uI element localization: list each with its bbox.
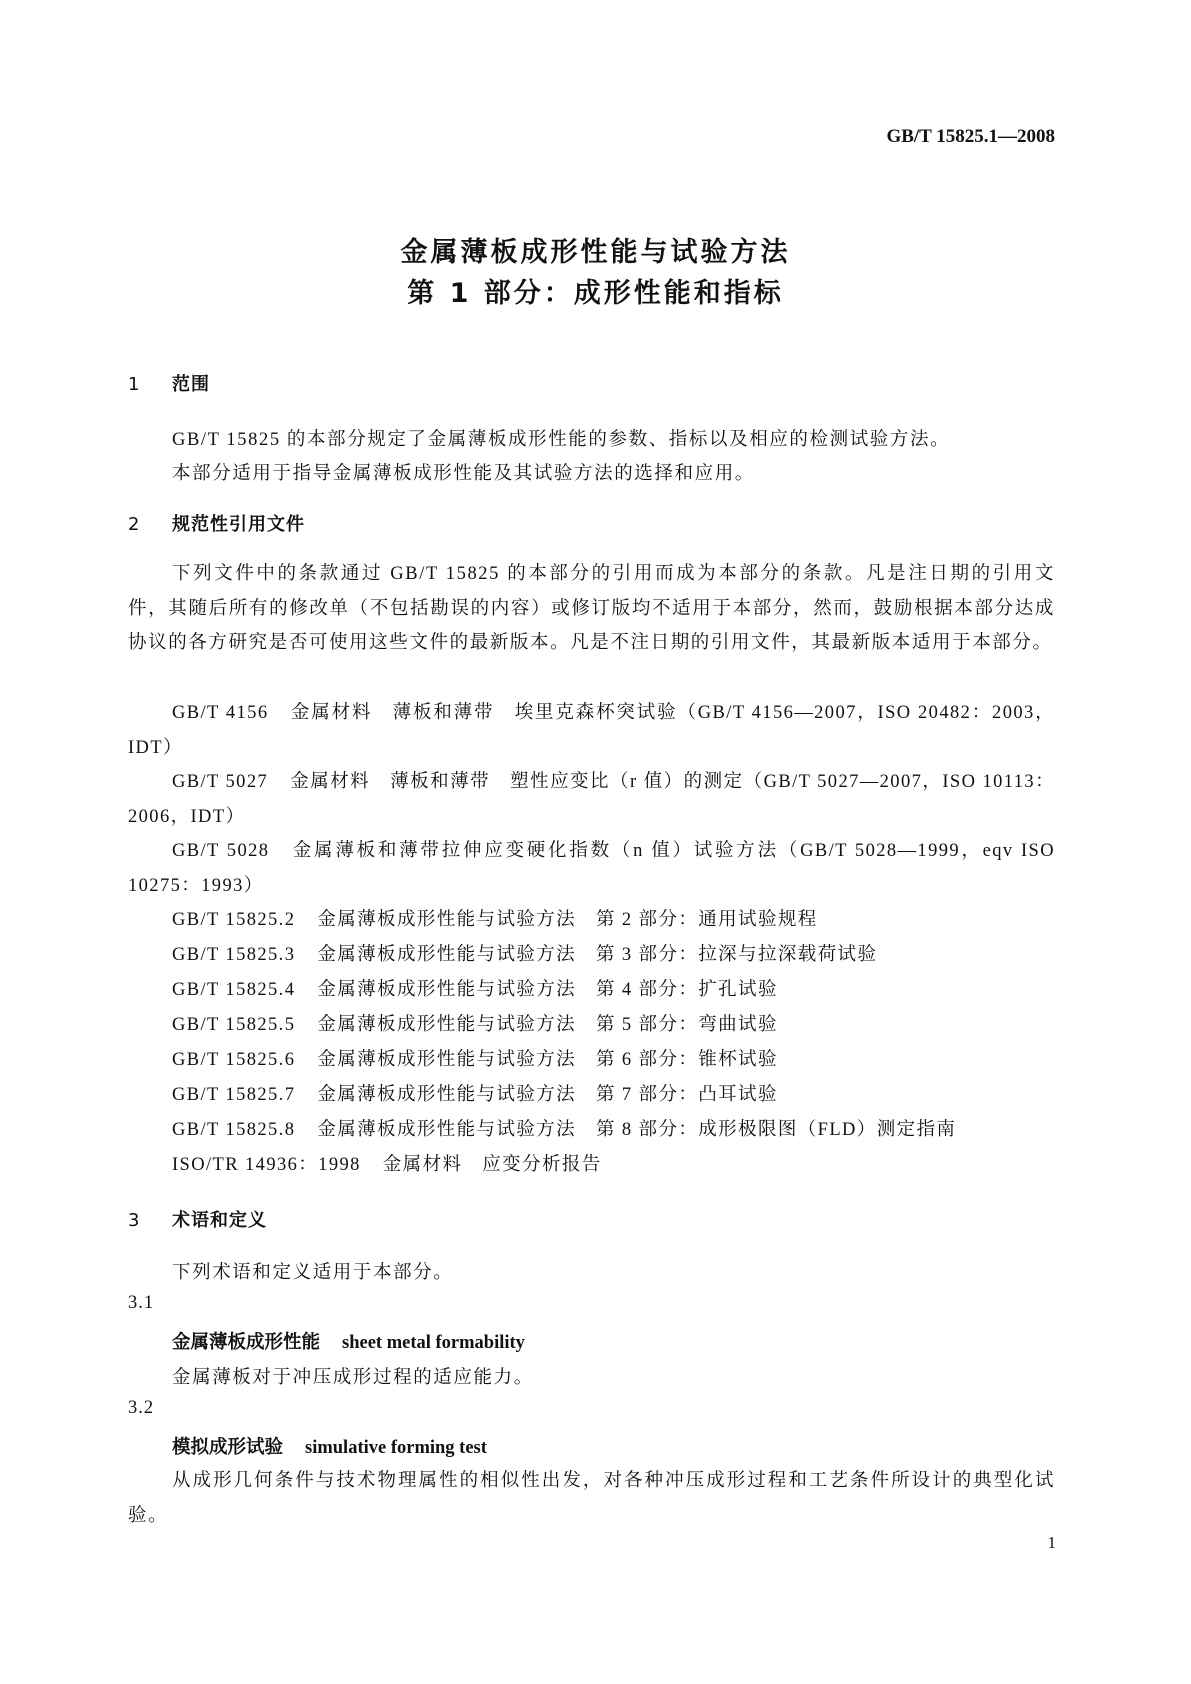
reference-code: GB/T 15825.3 [172,945,296,965]
reference-title: 金属薄板成形性能与试验方法 第 8 部分：成形极限图（FLD）测定指南 [317,1120,957,1140]
paragraph: 本部分适用于指导金属薄板成形性能及其试验方法的选择和应用。 [172,464,755,484]
reference-item [128,696,1055,765]
section-heading-normative-references [128,510,305,536]
reference-item [128,903,1055,938]
reference-title: 金属薄板成形性能与试验方法 第 2 部分：通用试验规程 [317,910,818,930]
reference-title: 金属材料 应变分析报告 [382,1155,602,1175]
reference-title: 金属薄板成形性能与试验方法 第 4 部分：扩孔试验 [317,980,778,1000]
clause-number: 3.1 [128,1293,155,1313]
term-definition: 金属薄板对于冲压成形过程的适应能力。 [172,1368,534,1388]
reference-code: GB/T 5027 [172,772,269,792]
reference-item [128,765,1055,834]
paragraph: 下列文件中的条款通过 GB/T 15825 的本部分的引用而成为本部分的条款。凡是注日期的引用文件，其随后所有的修改单（不包括勘误的内容）或修订版均不适用于本部分，然而，鼓励根据本部分达成协议的各方研究是否可使用这些文件的最新版本。凡是不注日期的引用文件，其最新版本适用于本部分。 [128,564,1055,653]
section-heading-terms [128,1206,267,1232]
section-number: 1 [128,374,141,395]
section-number: 3 [128,1210,141,1231]
reference-item [128,1008,1055,1043]
reference-item [128,834,1055,903]
section-title: 规范性引用文件 [172,514,305,535]
reference-title: 金属薄板成形性能与试验方法 第 6 部分：锥杯试验 [317,1050,778,1070]
reference-title: 金属薄板成形性能与试验方法 第 5 部分：弯曲试验 [317,1015,778,1035]
term-entry [172,1433,487,1459]
reference-code: GB/T 15825.2 [172,910,296,930]
reference-title: 金属材料 薄板和薄带 塑性应变比（r 值）的测定（GB/T 5027—2007，ISO 10113：2006，IDT） [128,772,1056,827]
reference-item [128,938,1055,973]
reference-item [128,1113,1055,1148]
reference-title: 金属薄板和薄带拉伸应变硬化指数（n 值）试验方法（GB/T 5028—1999，eqv ISO 10275：1993） [128,841,1055,896]
paragraph: 下列术语和定义适用于本部分。 [172,1263,454,1283]
section-number: 2 [128,514,141,535]
document-title: 金属薄板成形性能与试验方法 [400,237,791,268]
reference-code: ISO/TR 14936：1998 [172,1155,361,1175]
reference-title: 金属薄板成形性能与试验方法 第 3 部分：拉深与拉深载荷试验 [317,945,878,965]
reference-code: GB/T 15825.5 [172,1015,296,1035]
term-en: sheet metal formability [342,1333,525,1353]
reference-title: 金属材料 薄板和薄带 埃里克森杯突试验（GB/T 4156—2007，ISO 20482：2003，IDT） [128,703,1056,758]
reference-code: GB/T 4156 [172,703,269,723]
reference-code: GB/T 5028 [172,841,270,861]
standard-number: GB/T 15825.1—2008 [886,126,1055,147]
reference-code: GB/T 15825.8 [172,1120,296,1140]
term-definition: 从成形几何条件与技术物理属性的相似性出发，对各种冲压成形过程和工艺条件所设计的典型化试验。 [128,1471,1055,1526]
term-zh: 金属薄板成形性能 [172,1333,321,1353]
page-number: 1 [1047,1533,1056,1552]
section-heading-scope [128,370,210,396]
reference-code: GB/T 15825.6 [172,1050,296,1070]
reference-title: 金属薄板成形性能与试验方法 第 7 部分：凸耳试验 [317,1085,778,1105]
term-zh: 模拟成形试验 [172,1438,284,1458]
section-title: 术语和定义 [172,1210,267,1231]
term-en: simulative forming test [305,1438,487,1458]
reference-item [128,1043,1055,1078]
reference-item [128,973,1055,1008]
clause-number: 3.2 [128,1398,155,1418]
paragraph: GB/T 15825 的本部分规定了金属薄板成形性能的参数、指标以及相应的检测试验方法。 [172,430,951,450]
reference-code: GB/T 15825.7 [172,1085,296,1105]
reference-item [128,1078,1055,1113]
term-entry [172,1328,525,1354]
reference-item [128,1148,1055,1183]
section-title: 范围 [172,374,210,395]
reference-code: GB/T 15825.4 [172,980,296,1000]
document-subtitle: 第 1 部分：成形性能和指标 [407,278,784,309]
